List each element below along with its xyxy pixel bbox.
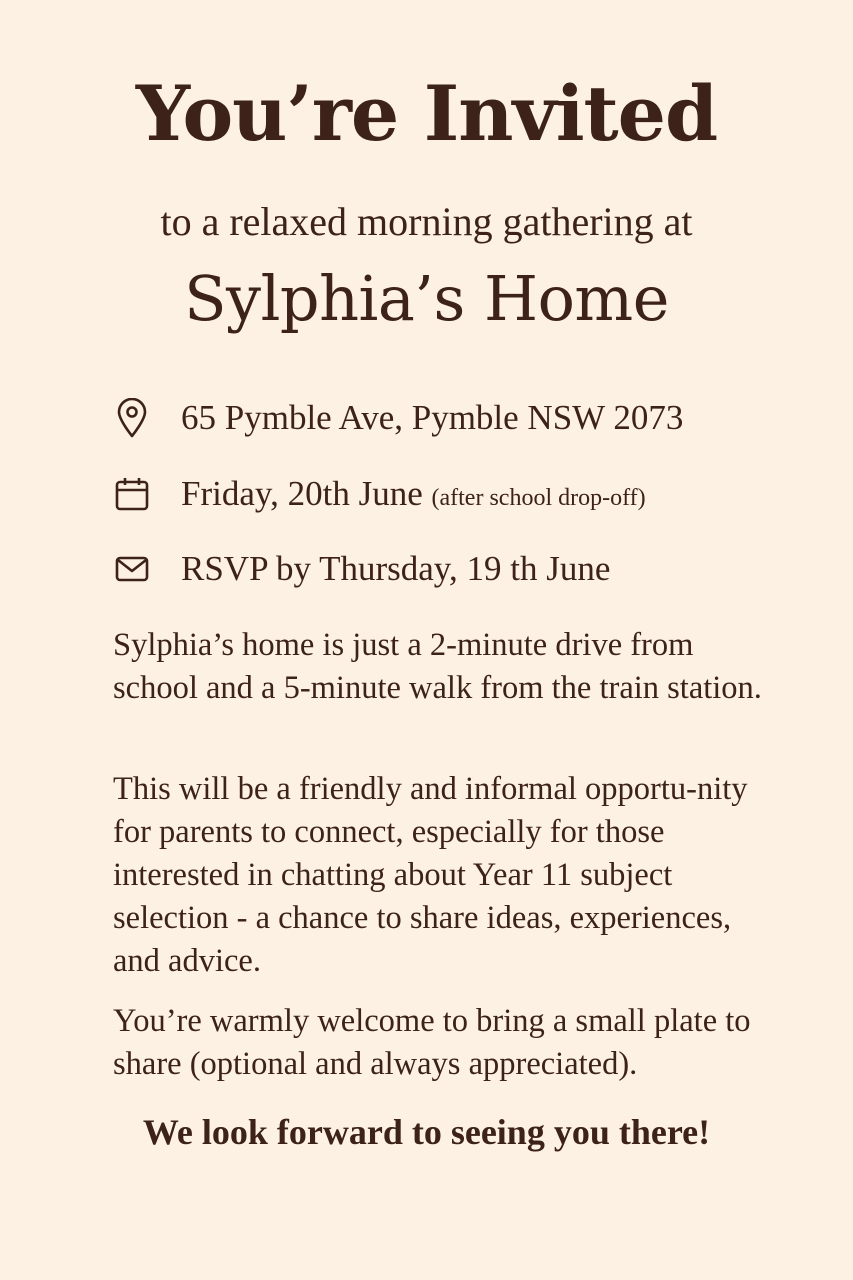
- rsvp-text: RSVP by Thursday, 19 th June: [181, 549, 611, 588]
- address-row: [113, 398, 683, 438]
- address-text: 65 Pymble Ave, Pymble NSW 2073: [181, 398, 684, 437]
- location-pin-icon: [113, 399, 151, 437]
- closing-line: We look forward to seeing you there!: [142, 1112, 711, 1152]
- rsvp-row: [113, 549, 610, 589]
- invitation-subtitle: to a relaxed morning gathering at: [160, 199, 693, 244]
- invitation-title: You’re Invited: [135, 69, 718, 158]
- plate-paragraph: You’re warmly welcome to bring a small plate to share (optional and always appreciated).: [113, 1003, 751, 1082]
- host-name: Sylphia’s Home: [184, 262, 669, 335]
- date-row: [113, 474, 646, 514]
- calendar-icon: [113, 475, 151, 513]
- event-date-note: (after school drop-off): [431, 485, 646, 511]
- envelope-icon: [113, 550, 151, 588]
- date-text: [181, 474, 646, 514]
- event-date: Friday, 20th June: [181, 474, 423, 513]
- purpose-paragraph: This will be a friendly and informal opportu-nity for parents to connect, especially for those interested in chatting about Year 11 subject selection - a chance to share ideas, experiences, and advice.: [113, 771, 748, 979]
- location-paragraph: Sylphia’s home is just a 2-minute drive from school and a 5-minute walk from the train station.: [113, 627, 762, 706]
